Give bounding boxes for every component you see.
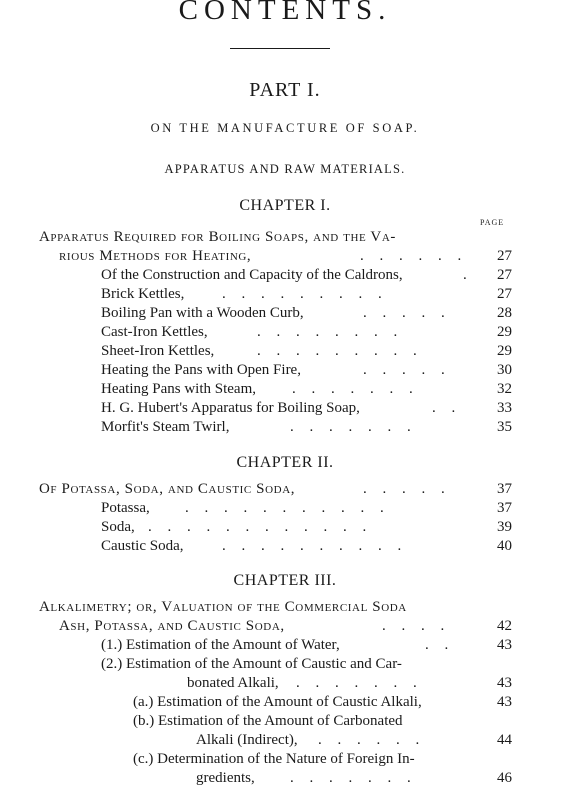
toc-page-number: 39	[497, 519, 512, 535]
toc-entry-text: Potassa,	[101, 500, 150, 516]
toc-leader-dots: . . . . . . . . . . .	[185, 500, 390, 516]
toc-page-number: 46	[497, 770, 512, 786]
toc-entry	[0, 303, 570, 323]
toc-page-number: 29	[497, 324, 512, 340]
toc-page-number: 42	[497, 618, 512, 634]
toc-leader-dots: . . . . . . .	[296, 675, 423, 691]
toc-entry-text: Boiling Pan with a Wooden Curb,	[101, 305, 304, 321]
toc-leader-dots: . . . . . . .	[292, 381, 419, 397]
toc-entry	[0, 398, 570, 418]
toc-entry	[0, 284, 570, 304]
toc-entry-text: Brick Kettles,	[101, 286, 185, 302]
toc-leader-dots: . . . . . . . .	[257, 324, 404, 340]
toc-entry	[0, 322, 570, 342]
toc-entry-text: Of the Construction and Capacity of the Caldrons,	[101, 267, 403, 283]
toc-page-number: 33	[497, 400, 512, 416]
toc-leader-dots: . . . . . .	[360, 248, 468, 264]
toc-page-number: 35	[497, 419, 512, 435]
toc-leader-dots: . . . . .	[363, 305, 451, 321]
toc-leader-dots: . . . . . . .	[290, 419, 417, 435]
toc-entry	[0, 597, 570, 617]
toc-page-number: 37	[497, 481, 512, 497]
toc-entry	[0, 692, 570, 712]
toc-entry-text: Heating Pans with Steam,	[101, 381, 256, 397]
toc-page-number: 28	[497, 305, 512, 321]
toc-entry	[0, 536, 570, 556]
toc-entry	[0, 341, 570, 361]
toc-page-number: 43	[497, 637, 512, 653]
toc-leader-dots: .	[463, 267, 473, 283]
toc-page-number: 30	[497, 362, 512, 378]
toc-entry-text: Alkalimetry; or, Valuation of the Commercial Soda	[39, 599, 407, 615]
toc-entry	[0, 360, 570, 380]
toc-leader-dots: . .	[425, 637, 455, 653]
toc-entry-text: Apparatus Required for Boiling Soaps, and the Va-	[39, 229, 396, 245]
toc-entry	[0, 246, 570, 266]
toc-leader-dots: . . . . . .	[318, 732, 426, 748]
toc-entry	[0, 227, 570, 247]
toc-entry	[0, 768, 570, 788]
toc-entry-text: (b.) Estimation of the Amount of Carbonated	[133, 713, 403, 729]
chapter-heading: CHAPTER I.	[239, 197, 331, 214]
toc-entry-text: Caustic Soda,	[101, 538, 184, 554]
toc-entry-text: Cast-Iron Kettles,	[101, 324, 208, 340]
toc-leader-dots: . . . . .	[363, 362, 451, 378]
toc-page-number: 32	[497, 381, 512, 397]
toc-leader-dots: . . . . . . .	[290, 770, 417, 786]
part-title: PART I.	[249, 79, 321, 101]
contents-title: CONTENTS.	[178, 0, 392, 26]
toc-entry-text: (a.) Estimation of the Amount of Caustic Alkali,	[133, 694, 422, 710]
toc-entry	[0, 635, 570, 655]
toc-leader-dots: . . . .	[382, 618, 451, 634]
toc-entry	[0, 749, 570, 769]
toc-entry-text: Sheet-Iron Kettles,	[101, 343, 215, 359]
toc-entry-text: Ash, Potassa, and Caustic Soda,	[59, 618, 285, 634]
toc-page-number: 27	[497, 248, 512, 264]
toc-entry	[0, 654, 570, 674]
toc-entry-text: (c.) Determination of the Nature of Foreign In-	[133, 751, 415, 767]
toc-entry	[0, 265, 570, 285]
toc-entry-text: H. G. Hubert's Apparatus for Boiling Soap,	[101, 400, 360, 416]
toc-entry-text: rious Methods for Heating,	[59, 248, 252, 264]
toc-entry	[0, 673, 570, 693]
toc-entry-text: gredients,	[196, 770, 255, 786]
toc-entry	[0, 711, 570, 731]
toc-entry	[0, 730, 570, 750]
toc-entry	[0, 616, 570, 636]
toc-entry-text: bonated Alkali,	[187, 675, 279, 691]
toc-entry	[0, 498, 570, 518]
toc-entry	[0, 417, 570, 437]
toc-leader-dots: . . . . .	[363, 481, 451, 497]
title-rule	[230, 48, 330, 49]
toc-entry-text: Soda,	[101, 519, 135, 535]
chapter-heading: CHAPTER II.	[236, 454, 334, 471]
toc-page-number: 44	[497, 732, 512, 748]
toc-page-number: 43	[497, 694, 512, 710]
toc-page-number: 27	[497, 267, 512, 283]
toc-leader-dots: . . . . . . . . . . . .	[148, 519, 373, 535]
toc-page-number: 40	[497, 538, 512, 554]
part-subtitle: ON THE MANUFACTURE OF SOAP.	[150, 121, 420, 135]
toc-entry	[0, 517, 570, 537]
chapter-heading: CHAPTER III.	[233, 572, 337, 589]
toc-leader-dots: . . . . . . . . .	[257, 343, 423, 359]
toc-entry-text: Morfit's Steam Twirl,	[101, 419, 230, 435]
toc-page-number: 29	[497, 343, 512, 359]
toc-entry-text: Alkali (Indirect),	[196, 732, 298, 748]
toc-leader-dots: . . . . . . . . . .	[222, 538, 408, 554]
section-title: APPARATUS AND RAW MATERIALS.	[164, 162, 406, 176]
toc-entry-text: Of Potassa, Soda, and Caustic Soda,	[39, 481, 296, 497]
toc-page-number: 27	[497, 286, 512, 302]
toc-entry	[0, 379, 570, 399]
page-column-label: PAGE	[480, 218, 505, 227]
toc-entry-text: (2.) Estimation of the Amount of Caustic and Car-	[101, 656, 402, 672]
toc-entry	[0, 479, 570, 499]
toc-entry-text: (1.) Estimation of the Amount of Water,	[101, 637, 340, 653]
toc-page-number: 43	[497, 675, 512, 691]
toc-leader-dots: . .	[432, 400, 462, 416]
toc-page-number: 37	[497, 500, 512, 516]
toc-leader-dots: . . . . . . . . .	[222, 286, 388, 302]
toc-entry-text: Heating the Pans with Open Fire,	[101, 362, 301, 378]
